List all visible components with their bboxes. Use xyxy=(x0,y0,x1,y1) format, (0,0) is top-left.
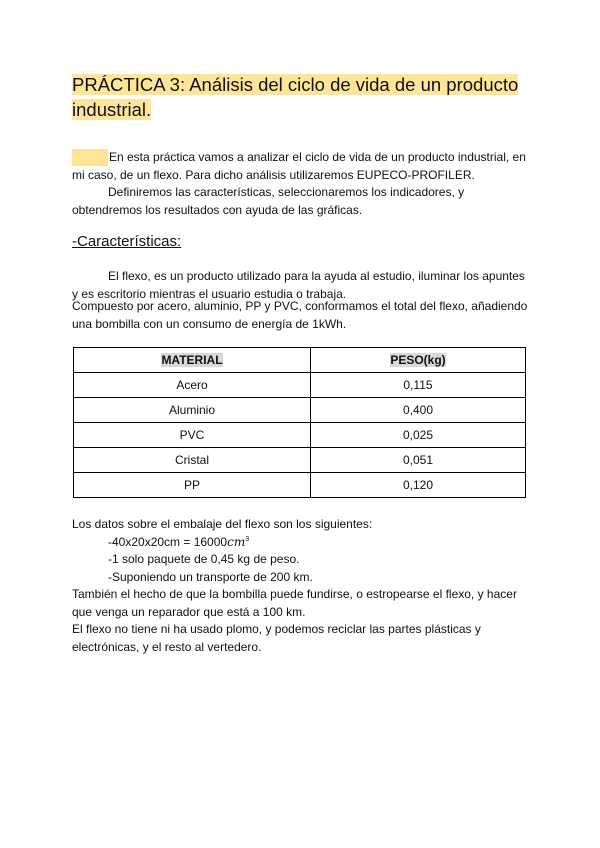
intro-text-2: Definiremos las características, seleccionaremos los indicadores, y obtendremos los resultados con ayuda de las gráficas. xyxy=(72,185,465,217)
header-material: MATERIAL xyxy=(74,348,311,373)
title-highlight: PRÁCTICA 3: Análisis del ciclo de vida de un producto industrial. xyxy=(72,74,519,120)
weight-cell: 0,400 xyxy=(311,398,526,423)
table-row xyxy=(74,473,526,498)
unit-cm: cm xyxy=(227,534,246,549)
section-heading: -Características: xyxy=(72,233,182,250)
table-header-row xyxy=(74,348,526,373)
packaging-paragraph-2: El flexo no tiene ni ha usado plomo, y podemos reciclar las partes plásticas y electrónicas, y el resto al vertedero. xyxy=(72,622,481,654)
characteristics-text-1: El flexo, es un producto utilizado para la ayuda al estudio, iluminar los apuntes y es escritorio mientras el usuario estudia o trabaja. xyxy=(72,269,525,301)
material-cell: PVC xyxy=(74,423,311,448)
document-title xyxy=(72,72,522,122)
table-row xyxy=(74,448,526,473)
intro-paragraph-1 xyxy=(72,149,532,184)
material-cell: Cristal xyxy=(74,448,311,473)
weight-cell: 0,115 xyxy=(311,373,526,398)
weight-cell: 0,120 xyxy=(311,473,526,498)
packaging-item-transport: -Suponiendo un transporte de 200 km. xyxy=(108,569,313,584)
material-cell: Aluminio xyxy=(74,398,311,423)
packaging-intro: Los datos sobre el embalaje del flexo son los siguientes: xyxy=(72,517,373,531)
materials-table xyxy=(73,347,526,498)
packaging-section xyxy=(72,516,532,656)
table-row xyxy=(74,373,526,398)
weight-cell: 0,025 xyxy=(311,423,526,448)
intro-paragraph-2 xyxy=(72,184,532,219)
material-cell: PP xyxy=(74,473,311,498)
material-cell: Acero xyxy=(74,373,311,398)
table-row xyxy=(74,398,526,423)
header-weight: PESO(kg) xyxy=(311,348,526,373)
intro-text-1: En esta práctica vamos a analizar el ciclo de vida de un producto industrial, en mi caso, de un flexo. Para dicho análisis utilizaremos EUPECO-PROFILER. xyxy=(72,150,526,182)
packaging-paragraph-1: También el hecho de que la bombilla puede fundirse, o estropearse el flexo, y hacer que venga un reparador que está a 100 km. xyxy=(72,587,517,619)
packaging-item-weight: -1 solo paquete de 0,45 kg de peso. xyxy=(108,552,300,566)
table-row xyxy=(74,423,526,448)
highlight-marker xyxy=(72,149,108,166)
unit-exponent: 3 xyxy=(245,535,250,543)
characteristics-paragraph-2: Compuesto por acero, aluminio, PP y PVC, conformamos el total del flexo, añadiendo una bombilla con un consumo de energía de 1kWh. xyxy=(72,299,528,331)
packaging-item-dimensions: $-40x20x20cm = 16000cm^3$ xyxy=(108,534,250,549)
weight-cell: 0,051 xyxy=(311,448,526,473)
